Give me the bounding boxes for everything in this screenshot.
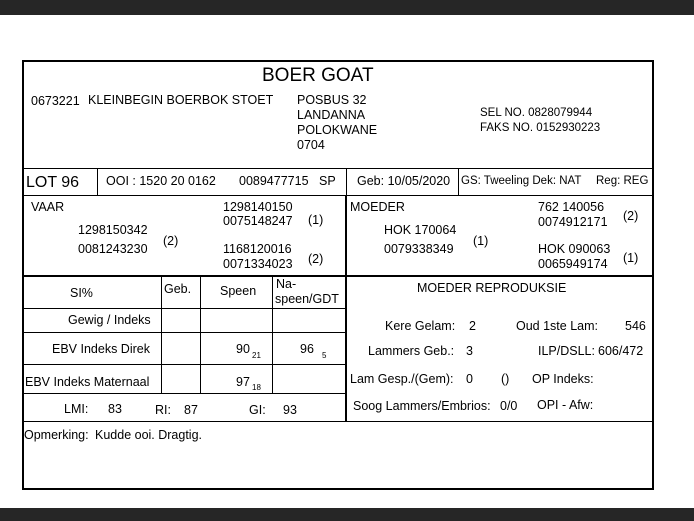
soog-value: 0/0	[500, 399, 518, 413]
vaar-id-1: 1298150342	[78, 223, 148, 237]
moeder-vader-id-2: 0074912171	[538, 215, 608, 229]
lammers-geb-label: Lammers Geb.:	[368, 344, 455, 358]
vaar-id-2: 0081243230	[78, 242, 148, 256]
remarks-text: Kudde ooi. Dragtig.	[95, 428, 203, 442]
address-line-1: POSBUS 32	[297, 93, 367, 107]
oud-1ste-lam-label: Oud 1ste Lam:	[516, 319, 598, 333]
vaar-vader-id-2: 0075148247	[223, 214, 293, 228]
reproduction-title: MOEDER REPRODUKSIE	[417, 281, 567, 295]
lammers-geb-value: 3	[466, 344, 473, 358]
vaar-label: VAAR	[31, 200, 65, 214]
vaar-vader-mark: (1)	[308, 213, 324, 227]
moeder-mark: (1)	[473, 234, 489, 248]
lam-gesp-label: Lam Gesp./(Gem):	[350, 372, 454, 386]
kere-gelam-value: 2	[469, 319, 476, 333]
moeder-id-2: 0079338349	[384, 242, 454, 256]
lot-number: LOT 96	[26, 174, 80, 191]
vaar-moeder-mark: (2)	[308, 252, 324, 266]
lmi-label: LMI:	[64, 402, 89, 416]
sp-code: SP	[319, 174, 336, 188]
lam-gesp-value: 0	[466, 372, 473, 386]
row-ebv-maternaal: EBV Indeks Maternaal	[25, 375, 150, 389]
card-title: BOER GOAT	[262, 65, 374, 86]
opi-afw-label: OPI - Afw:	[537, 398, 594, 412]
breeder-name: KLEINBEGIN BOERBOK STOET	[88, 93, 274, 107]
oud-1ste-lam-value: 546	[625, 319, 646, 333]
faks-no: FAKS NO. 0152930223	[480, 122, 601, 134]
top-bar	[0, 0, 694, 15]
col-naspeen-1: Na-	[276, 277, 297, 291]
remarks-label: Opmerking:	[24, 428, 89, 442]
ri-value: 87	[184, 403, 198, 417]
soog-label: Soog Lammers/Embrios:	[353, 399, 491, 413]
vaar-moeder-id-1: 1168120016	[223, 242, 292, 256]
address-line-2: LANDANNA	[297, 108, 366, 122]
maternaal-speen-value: 97	[236, 375, 250, 389]
moeder-id-1: HOK 170064	[384, 223, 457, 237]
ri-label: RI:	[155, 403, 171, 417]
moeder-vader-id-1: 762 140056	[538, 200, 605, 214]
direk-speen-sub: 21	[252, 351, 261, 360]
lam-gesp-gem: ()	[501, 372, 510, 386]
sel-no: SEL NO. 0828079944	[480, 107, 593, 119]
bottom-bar	[0, 508, 694, 521]
direk-naspeen-value: 96	[300, 342, 314, 356]
gi-value: 93	[283, 403, 297, 417]
birth-date: Geb: 10/05/2020	[357, 174, 451, 188]
animal-id: 0089477715	[239, 174, 309, 188]
col-si: SI%	[70, 286, 93, 300]
vaar-vader-id-1: 1298140150	[223, 200, 293, 214]
moeder-vader-mark: (2)	[623, 209, 639, 223]
moeder-moeder-mark: (1)	[623, 251, 639, 265]
moeder-moeder-id-1: HOK 090063	[538, 242, 611, 256]
breeder-id: 0673221	[31, 94, 80, 108]
gi-label: GI:	[249, 403, 266, 417]
row-ebv-direk: EBV Indeks Direk	[52, 342, 150, 356]
kere-gelam-label: Kere Gelam:	[385, 319, 456, 333]
col-speen: Speen	[220, 284, 257, 298]
col-geb: Geb.	[164, 282, 192, 296]
address-line-3: POLOKWANE	[297, 123, 378, 137]
col-naspeen-2: speen/GDT	[275, 292, 339, 306]
moeder-moeder-id-2: 0065949174	[538, 257, 608, 271]
direk-naspeen-sub: 5	[322, 351, 327, 360]
moeder-label: MOEDER	[350, 200, 405, 214]
reg-status: Reg: REG	[596, 175, 649, 187]
lmi-value: 83	[108, 402, 122, 416]
maternaal-speen-sub: 18	[252, 383, 261, 392]
direk-speen-value: 90	[236, 342, 250, 356]
ilp-label: ILP/DSLL:	[538, 344, 595, 358]
vaar-mark: (2)	[163, 234, 179, 248]
row-gewig: Gewig / Indeks	[68, 313, 151, 327]
ooi-number: OOI : 1520 20 0162	[106, 174, 216, 188]
ilp-value: 606/472	[598, 344, 644, 358]
op-indeks-label: OP Indeks:	[532, 372, 594, 386]
gs-dek: GS: Tweeling Dek: NAT	[461, 175, 582, 187]
vaar-moeder-id-2: 0071334023	[223, 257, 293, 271]
address-line-4: 0704	[297, 138, 325, 152]
